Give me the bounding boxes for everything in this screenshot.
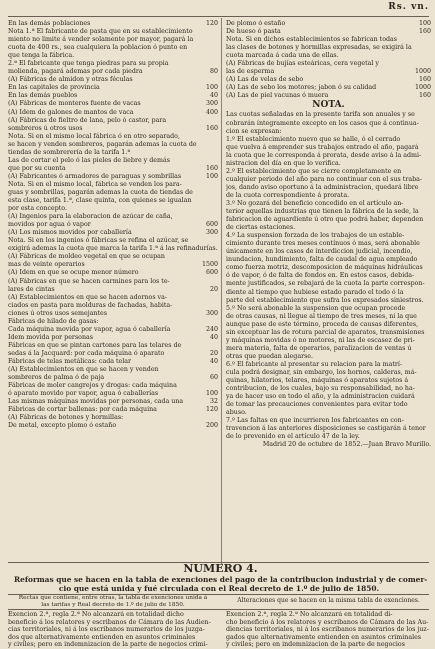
tariff-text: Fábricas de cortar ballenas: por cada máquina [8,406,157,414]
tariff-line [8,342,218,350]
tariff-line [8,294,218,302]
tariff-text: tiendas de sombrerería de la tarifa 1.ª [8,148,131,156]
tariff-line [8,221,218,229]
footer-right-text [226,611,431,649]
section-title [14,575,428,593]
tariff-line [8,382,218,390]
tariff-amount: 80 [209,68,218,76]
nota-line: cula podrá designar, sin embargo, los hornos, calderas, má- [226,368,417,376]
tariff-text: 2.ª El fabricante que tenga piedras para su propia [8,60,169,68]
tariff-text: Nota. Si en el mismo local, fábrica se venden los para- [8,180,182,188]
page-header-label: Rs. vn. [388,2,429,12]
tariff-amount: 300 [205,229,218,237]
tariff-line [8,302,218,310]
footer-left-line: cias territoriales, ni á los escribanos numerarios de los juzga- [8,626,205,633]
tariff-line [8,278,218,286]
tariff-text: En las demás poblaciones [8,20,91,27]
tariff-text: (A) Fábricas de almidon y otras féculas [8,76,133,84]
nota-line: y máquinas movidas ó no motores, ni las de escasez de pri- [226,336,415,344]
footer-left-line: beneficio á los relatores y escribanos de Cámara de las Audien- [8,618,211,626]
footer-left-line: y civiles; pero en indemnizacion de la parte de negocios crimi- [8,641,208,648]
tariff-amount: 160 [205,164,218,172]
tariff-amount: 32 [209,398,218,406]
tariff-line [226,68,431,76]
tariff-line [8,358,218,366]
nota-line: contribucion, de los cuales, bajo su responsabilidad, no ha- [226,385,415,393]
tariff-line [8,141,218,149]
footer-left-line: dos que alternativamente entienden en asuntos criminales [8,633,196,641]
tariff-line [8,350,218,358]
tariff-line [8,414,218,422]
tariff-line [226,20,431,28]
nota-line: parte del establecimiento que sufra los expresados siniestros. [226,296,424,304]
tariff-text: molienda, pagará ademas por cada piedra [8,68,143,76]
tariff-text: (A) Idem en que se ocupe menor número [8,269,139,277]
tariff-text: (A) Fábricas de bujías esteáricas, cera vegetal y [226,60,379,68]
tariff-line [226,28,431,36]
tariff-text: (A) Fábricas de fieltro de lana, pelo ó castor, para [8,116,167,124]
nota-line: únicamente en los casos de interdiccion judicial, incendio, [226,248,413,256]
tariff-line [8,52,218,60]
tariff-line [8,109,218,117]
tariff-text: (A) Fábricas de monteros fuente de vacas [8,100,141,108]
nota-line: de lo prevenido en el artículo 47 de la ley. [226,433,360,441]
nota-line: quinas, hilatorios, telares, máquinas ó aparatos sujetos á [226,377,409,385]
tariff-amount: 1000 [414,84,431,92]
nota-line: jos, dando aviso oportuno á la administracion, quedará libre [226,183,419,191]
tariff-line [8,149,218,157]
tariff-line [8,229,218,237]
nota-line: Las cuotas señaladas en la presente tarifa son anuales y se [226,111,415,119]
tariff-text: (A) Establecimientos en que se hacen adornos va- [8,293,167,301]
tariff-text: ciones ú otros usos semejantes [8,309,107,317]
nota-line: travencion á las anteriores disposiciones se castigarán á tenor [226,425,426,433]
nota-line: otras que puedan alegarse. [226,352,314,360]
tariff-text: (A) Los mismos movidos por caballería [8,229,132,237]
nota-line: 6.º El fabricante al presentar su relacion para la matrí- [226,360,403,368]
tariff-line [226,44,431,52]
tariff-text: (A) Establecimientos en que se hacen y venden [8,366,159,374]
tariff-line [8,286,218,294]
nota-line: terior aquellas industrias que tienen la fábrica de la sede, la [226,208,419,216]
nota-line: como fuerza motriz, descomposicion de máquinas hidráulicas [226,264,423,272]
tariff-amount: 160 [205,124,218,132]
nota-line: ó de vapor, ó de falta de fondos en. En estos casos, debida- [226,272,415,280]
tariff-text: Las de cortar el pelo ó las pieles de liebre y demás [8,156,170,164]
tariff-line [8,406,218,414]
nota-line: de otras causas, ni llegue al tiempo de tres meses, ni la que [226,312,417,320]
tariff-amount: 600 [205,269,218,277]
tariff-line [8,398,218,406]
tariff-text: Las mismas máquinas movidas por personas, cada una [8,398,184,406]
footer-left-text [8,611,218,649]
tariff-text: mas de veinte operarios [8,261,85,269]
tariff-line [8,100,218,108]
tariff-text: Fábricas de moler cangrejos y drogas: cada máquina [8,382,177,390]
tariff-line [8,197,218,205]
nota-line: abuso. [226,409,247,417]
signature-line: Madrid 20 de octubre de 1852.—Juan Bravo Murillo. [262,441,431,449]
right-column [226,20,431,449]
footer-right-line: cho beneficio á los relatores y escribanos de Cámara de las Au- [226,618,429,626]
tariff-amount: 60 [209,374,218,382]
tariff-amount: 100 [418,20,431,27]
tariff-text: las clases de botones y hormillas expresadas, se exigirá la [226,44,412,52]
tariff-amount: 20 [209,285,218,293]
tariff-text: (A) Las de velas de sebo [226,76,304,84]
tariff-line [8,165,218,173]
tariff-text: (A) Fábricas de moldeo vegetal en que se ocupan [8,253,165,261]
tariff-amount: 160 [418,28,431,36]
tariff-text: (A) Fábricas en que se hacen carmines para los te- [8,277,170,285]
tariff-line [8,60,218,68]
tariff-text: Fábricas de hilado de gasas: [8,317,99,325]
tariff-amount: 1500 [201,261,218,269]
tariff-text: cuota de 400 rs., sea cualquiera la poblacion ó punto en [8,44,188,52]
tariff-text: miento no limite á vender solamente por mayor, pagará la [8,36,194,44]
nota-line: que vuelva á emprender sus trabajos entrado el año, pagará [226,143,419,151]
nota-line: 4.º La suspension forzada de los trabajos de un estable- [226,232,405,240]
tariff-amount: 120 [205,20,218,27]
tariff-text: De hueso ó pasta [226,28,281,36]
tariff-amount: 300 [205,100,218,108]
table-head-left-line-2: las tarifas y Real decreto de 1.º de julio de 1850. [41,602,185,608]
tariff-amount: 100 [205,390,218,398]
tariff-text: exigirá ademas la cuota que marca la tarifa 1.ª á las refinadurías. [8,245,218,253]
nota-line: 1.º El establecimiento nuevo que se halle, ó el cerrado [226,135,401,143]
nota-line: mente justificados, se rebajará de la cuota la parte correspon- [226,280,425,288]
tariff-text: (A) Fábricas de botones y hormillas: [8,414,124,422]
tariff-line [8,133,218,141]
tariff-line [8,84,218,92]
tariff-line [8,173,218,181]
tariff-line [8,36,218,44]
tariff-line [226,60,431,68]
tariff-line [226,36,431,44]
tariff-amount: 160 [418,76,431,84]
column-divider [221,18,222,564]
tariff-text: Fábricas en que se pintan cartones para las telares de [8,341,182,349]
tariff-text: se hacen y venden sombreros, pagarán ademas la cuota de [8,140,197,148]
tariff-amount: 1000 [414,68,431,76]
nota-line: cualquier periodo del año para no continuar con el sus traba- [226,175,422,183]
tariff-line [226,76,431,84]
tariff-line [8,374,218,382]
footer-left-line: Exencion 2.ª, regla 2.ª No alcanzará en totalidad dicho [8,611,184,618]
nota-line: aunque pase de este término, proceda de causas diferentes, [226,320,419,328]
tariff-line [8,245,218,253]
nota-line: de tomar las precauciones convenientes para evitar todo [226,401,408,409]
tariff-text: las de esperma [226,68,275,76]
tariff-line [8,310,218,318]
table-body-rule [8,609,429,610]
tariff-text: movidos por agua ó vapor [8,221,91,229]
tariff-text: Nota. Si en dichos establecimientos se fabrican todas [226,36,398,44]
nota-line: cimiento durante tres meses contínuos ó mas, será abonable [226,240,420,248]
right-column-nota-text [226,111,431,441]
table-head-left [8,595,218,609]
right-column-tariff-list [226,20,431,100]
section-title-line-1: Reformas que se hacen en la tabla de exenciones del pago de la contribucion industrial y de comer- [14,575,428,584]
tariff-line [8,189,218,197]
tariff-text: ciados en pasta para molduras de fachadas, habita- [8,301,173,309]
tariff-line [8,318,218,326]
tariff-text: que por su cuenta [8,164,66,172]
tariff-text: Cada máquina movida por vapor, agua ó caballería [8,325,171,333]
left-column [8,20,218,430]
tariff-line [8,76,218,84]
tariff-text: Nota. Si en los ingenios ó fábricas se refina el azúcar, se [8,237,189,245]
tariff-amount: 240 [205,325,218,333]
nota-line: inundacion, hundimiento, falta de caudal de agua empleado [226,256,418,264]
tariff-text: (A) Idem de galones de mantos de vaca [8,108,134,116]
tariff-text: sombreros de palma ó de paja [8,374,105,382]
tariff-text: Nota 1.ª El fabricante de pasta que en su establecimiento [8,28,193,36]
tariff-amount: 400 [205,108,218,116]
tariff-text: (A) Fabricantes ó armadores de paraguas y sombrillas [8,172,182,180]
tariff-line [8,20,218,28]
nota-line: fabricacion de aguardiente ú otro que podrá haber, dependen [226,216,424,224]
tariff-text: guas y sombrillas, pagarán ademas la cuota de tiendas de [8,188,193,196]
tariff-text: (A) Las de piel vacunas ó muera [226,92,329,100]
tariff-line [8,205,218,213]
tariff-amount: 40 [209,92,218,100]
tariff-line [8,44,218,52]
tariff-line [8,334,218,342]
nota-line: ya de hacer uso en todo el año, y la administracion cuidará [226,393,415,401]
footer-right-line: diencias territoriales, ni á los escribanos numerarios de los juz- [226,626,429,633]
nota-line: diente al tiempo que hubiese estado parado el todo ó la [226,288,404,296]
tariff-text: En las demás pueblos [8,92,78,100]
header-rule [8,16,429,17]
footer-right-line: y civiles; pero en indemnizacion de la parte de negocios [226,641,405,648]
table-head-right: Alteraciones que se hacen en la misma tabla de exenciones. [237,597,420,604]
nota-line: 7.º Las faltas en que incurrieren los fabricantes en con- [226,417,404,425]
tariff-amount: 100 [205,172,218,180]
table-head-left-line-1: Rectas que contiene, entre otras, la tabla de exenciones unida á [18,595,208,601]
tariff-line [8,68,218,76]
nota-line: cion se expresan: [226,127,282,135]
tariff-text: que tenga la fábrica. [8,52,75,60]
tariff-line [8,157,218,165]
tariff-text: (A) Las de sebo los motores; jabon ó su calidad [226,84,377,92]
tariff-text: (A) Ingenios para la elaboracion de azúcar de caña, [8,213,173,221]
tariff-line [8,326,218,334]
tariff-amount: 100 [205,84,218,92]
tariff-line [8,366,218,374]
tariff-line [226,84,431,92]
nota-line: nistracion del día en que lo verifica. [226,159,341,167]
tariff-line [8,92,218,100]
tariff-text: esta clase, tarifa 1.ª, clase quinta, con quienes se igualan [8,197,192,205]
tariff-line [8,253,218,261]
tariff-line [8,213,218,221]
nota-line: la cuota que le corresponda á prorata, desde aviso á la admi- [226,151,422,159]
tariff-amount: 120 [205,406,218,414]
tariff-text: ó aparato movido por vapor, agua ó caballerías [8,390,159,398]
tariff-line [8,117,218,125]
footer-right-line: Exencion 2.ª, regla 2.ª No alcanzará en totalidad di- [226,611,393,618]
tariff-text: Idem movida por personas [8,333,94,341]
tariff-line [8,390,218,398]
tariff-line [8,269,218,277]
tariff-line [8,237,218,245]
nota-heading: NOTA. [312,100,345,111]
nota-line: 3.º No gozará del beneficio concedido en el artículo an- [226,199,404,207]
tariff-line [8,261,218,269]
tariff-text: De plomo ó estaño [226,20,286,27]
section-title-line-2: cio que está unida y fué circulada con el Real decreto de 1.º de julio de 1850. [58,584,380,593]
tariff-amount: 40 [209,333,218,341]
nota-line: sin exceptuar las de rotura parcial de aparatos, transmisiones [226,328,425,336]
nota-line: 2.º El establecimiento que se cierre completamente en [226,167,402,175]
tariff-line [8,422,218,430]
tariff-line [8,125,218,133]
tariff-text: sombreros ú otros usos [8,124,83,132]
nota-line: 5.º No será abonable la suspension que ocupan procede [226,304,406,312]
tariff-text: por esta concepto. [8,205,67,213]
tariff-line [8,181,218,189]
tariff-text: En las capitales de provincia [8,84,100,92]
tariff-text: Nota. Si en el mismo local fábrica ó en otro separado, [8,132,180,140]
nota-line: mera materia, falta de operarios, paralizacion de ventas ú [226,344,412,352]
tariff-amount: 20 [209,349,218,357]
tariff-line [226,52,431,60]
tariff-amount: 300 [205,309,218,317]
section-number-heading: NUMERO 4. [183,562,258,575]
tariff-text: De metal, excepto plomo ó estaño [8,422,117,430]
tariff-text: lares de cintas [8,285,55,293]
nota-line: de la cuota correspondiente á prorata. [226,191,350,199]
tariff-text: Fábricas de telas metálicas: cada telar [8,357,132,365]
tariff-amount: 600 [205,221,218,229]
nota-line: cobrarán íntegramente excepto en los casos que á continua- [226,119,419,127]
tariff-text: sedas á la Jacquard: por cada máquina ó aparato [8,349,165,357]
tariff-line [8,28,218,36]
footer-right-line: gados que alternativamente entienden en asuntos criminales [226,633,422,641]
tariff-amount: 160 [418,92,431,100]
tariff-text: cuota marcada á cada una de ellas. [226,52,339,60]
tariff-line [226,92,431,100]
tariff-amount: 200 [205,422,218,430]
tariff-amount: 40 [209,357,218,365]
nota-line: de ciertas estaciones. [226,224,296,232]
